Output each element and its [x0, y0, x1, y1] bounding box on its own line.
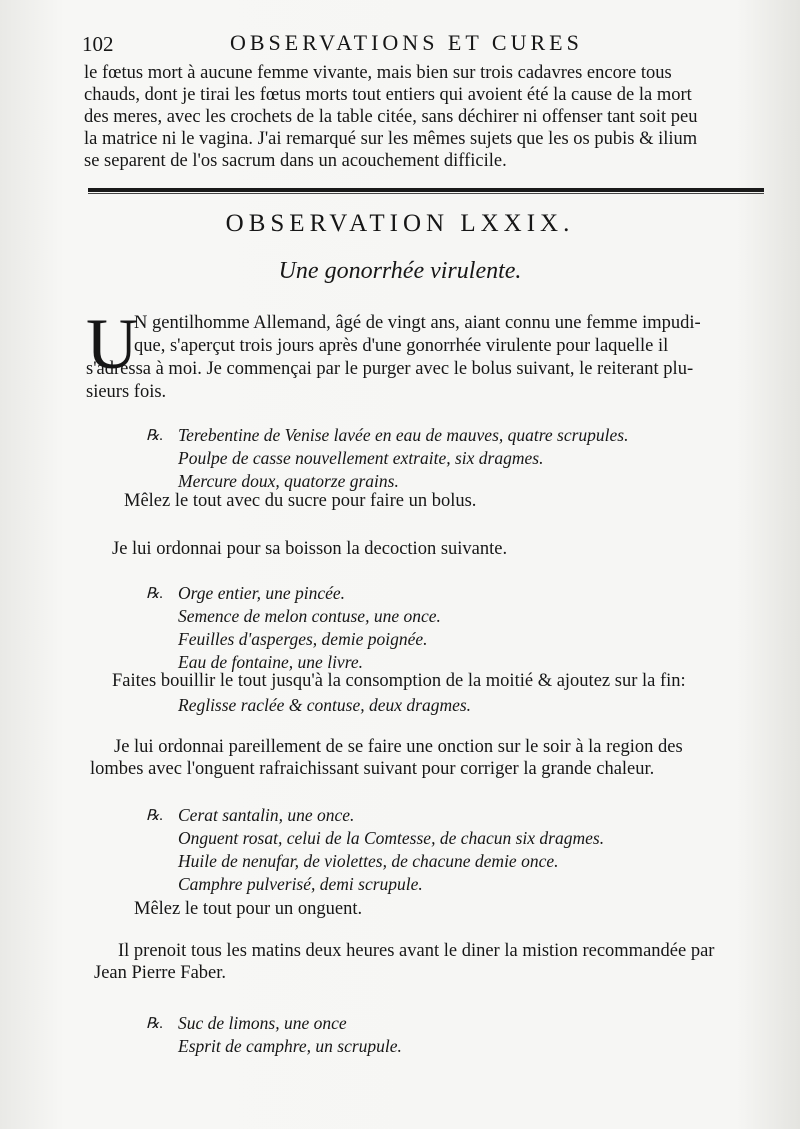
text-line: que, s'aperçut trois jours après d'une gonorrhée virulente pour laquelle il [134, 336, 669, 356]
text-line: Il prenoit tous les matins deux heures avant le diner la mistion recommandée par [118, 941, 715, 961]
text-line: des meres, avec les crochets de la table citée, sans déchirer ni offenser tant soit peu [84, 107, 698, 127]
section-rule [88, 188, 764, 192]
recipe-item: Mercure doux, quatorze grains. [178, 471, 399, 491]
recipe-addition: Reglisse raclée & contuse, deux dragmes. [178, 695, 472, 715]
running-title: OBSERVATIONS ET CURES [230, 30, 583, 55]
recipe-instruction: Faites bouillir le tout jusqu'à la consomption de la moitié & ajoutez sur la fin: [112, 671, 686, 691]
text-line: le fœtus mort à aucune femme vivante, mais bien sur trois cadavres encore tous [84, 63, 672, 83]
recipe-item: Semence de melon contuse, une once. [178, 606, 441, 626]
text-line: Jean Pierre Faber. [94, 963, 227, 983]
recipe-instruction: Mêlez le tout avec du sucre pour faire un bolus. [124, 491, 477, 511]
recipe-item: Camphre pulverisé, demi scrupule. [178, 874, 423, 894]
recipe-instruction: Mêlez le tout pour un onguent. [134, 899, 363, 919]
intro-paragraph [86, 312, 762, 404]
text-line: sieurs fois. [86, 382, 167, 402]
text-line: s'adressa à moi. Je commençai par le purger avec le bolus suivant, le reiterant plu- [86, 359, 694, 379]
recipe-item: Feuilles d'asperges, demie poignée. [178, 629, 428, 649]
recipe-item: Terebentine de Venise lavée en eau de mauves, quatre scrupules. [178, 425, 629, 445]
recipe-item: Suc de limons, une once [178, 1013, 347, 1033]
continued-text [84, 62, 764, 172]
page-number: 102 [82, 32, 114, 56]
recipe-item: Cerat santalin, une once. [178, 805, 355, 825]
text-line: la matrice ni le vagina. J'ai remarqué sur les mêmes sujets que les os pubis & ilium [84, 129, 698, 149]
text-line: se separent de l'os sacrum dans un acouchement difficile. [84, 151, 507, 171]
text-line: lombes avec l'onguent rafraichissant suivant pour corriger la grande chaleur. [90, 759, 655, 779]
observation-subtitle: Une gonorrhée virulente. [278, 258, 522, 284]
recipe-symbol: ℞. [146, 808, 164, 824]
paragraph: Je lui ordonnai pour sa boisson la decoction suivante. [112, 539, 508, 559]
paragraph [90, 736, 762, 780]
drop-cap: U [86, 304, 138, 384]
recipe-item: Eau de fontaine, une livre. [178, 652, 363, 672]
running-head [82, 30, 762, 60]
recipe-item: Huile de nenufar, de violettes, de chacune demie once. [178, 851, 559, 871]
text-line: chauds, dont je tirai les fœtus morts tout entiers qui avoient été la cause de la mort [84, 85, 692, 105]
recipe-symbol: ℞. [146, 428, 164, 444]
recipe-symbol: ℞. [146, 1016, 164, 1032]
section-rule-thin [88, 193, 764, 194]
recipe-item: Orge entier, une pincée. [178, 583, 346, 603]
recipe-symbol: ℞. [146, 586, 164, 602]
observation-title: OBSERVATION LXXIX. [225, 210, 575, 237]
text-line: N gentilhomme Allemand, âgé de vingt ans, aiant connu une femme impudi- [134, 313, 701, 333]
text-line: Je lui ordonnai pareillement de se faire une onction sur le soir à la region des [114, 737, 683, 757]
recipe-item: Onguent rosat, celui de la Comtesse, de chacun six dragmes. [178, 828, 605, 848]
paragraph [94, 940, 762, 984]
recipe-item: Poulpe de casse nouvellement extraite, six dragmes. [178, 448, 544, 468]
recipe-item: Esprit de camphre, un scrupule. [178, 1036, 402, 1056]
